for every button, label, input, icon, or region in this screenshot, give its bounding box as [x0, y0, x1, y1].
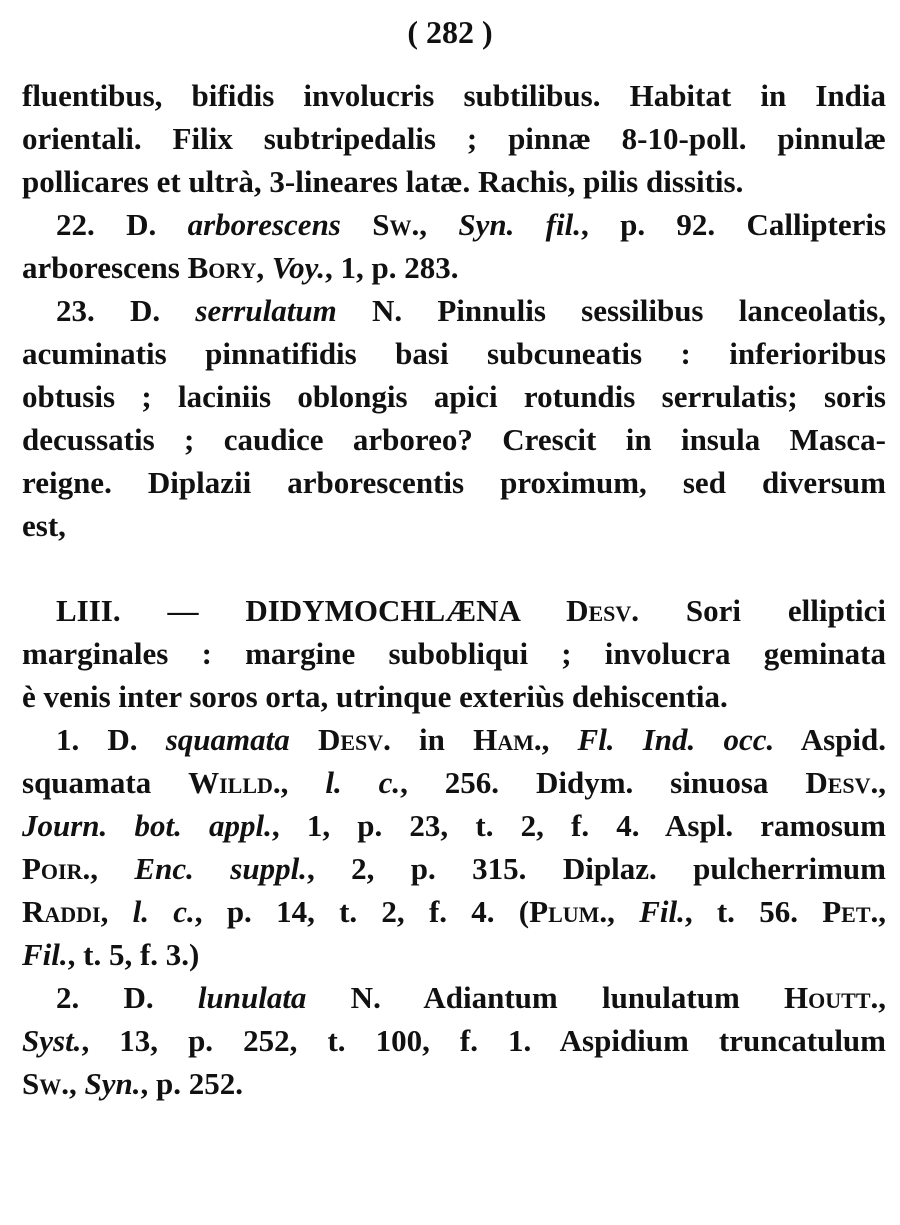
text-segment: , p. 14, t. 2, f. 4. ( [194, 894, 530, 929]
text-segment: 22. D. [56, 207, 188, 242]
italic-text: Syst. [22, 1023, 82, 1058]
italic-text: Journ. bot. appl. [22, 808, 272, 843]
text-line [22, 461, 886, 504]
text-line [22, 332, 886, 375]
text-line [22, 976, 886, 1019]
text-line [22, 203, 886, 246]
text-segment: , [541, 722, 578, 757]
text-segment: marginales : margine subobliqui ; involucra geminata [22, 636, 886, 671]
text-line [22, 117, 886, 160]
author-name: Desv. [566, 593, 639, 628]
text-segment: Aspid. [774, 722, 886, 757]
text-segment: , 256. Didym. sinuosa [400, 765, 806, 800]
text-segment: reigne. Diplazii arborescentis proximum, sed diversum [22, 465, 886, 500]
text-segment: , t. 56. [684, 894, 823, 929]
text-segment: obtusis ; laciniis oblongis apici rotundis serrulatis; soris [22, 379, 886, 414]
author-name: Pet. [822, 894, 879, 929]
italic-text: Syn. [84, 1066, 141, 1101]
italic-text: serrulatum [195, 293, 337, 328]
text-line [22, 718, 886, 761]
text-line [22, 589, 886, 632]
text-line [22, 632, 886, 675]
author-name: Houtt. [784, 980, 879, 1015]
text-segment: est, [22, 508, 66, 543]
author-name: Sw. [22, 1066, 69, 1101]
text-segment: , [607, 894, 640, 929]
text-segment: fluentibus, bifidis involucris subtilibus. Habitat in India [22, 78, 886, 113]
text-segment: , [878, 765, 887, 800]
text-segment: , [256, 250, 272, 285]
text-segment: LIII. — DIDYMOCHLÆNA [56, 593, 567, 628]
text-line [22, 74, 886, 117]
text-segment: acuminatis pinnatifidis basi subcuneatis : inferioribus [22, 336, 886, 371]
text-line [22, 890, 886, 933]
italic-text: Voy. [271, 250, 326, 285]
text-line [22, 804, 886, 847]
text-line [22, 504, 886, 547]
author-name: Desv. [805, 765, 879, 800]
text-segment: , [280, 765, 326, 800]
text-segment: , 2, p. 315. Diplaz. pulcherrimum [306, 851, 886, 886]
text-segment [341, 207, 372, 242]
author-name: Willd. [188, 765, 281, 800]
text-line [22, 289, 886, 332]
italic-text: Fil. [22, 937, 68, 972]
section-gap [22, 547, 886, 589]
text-segment: N. Adiantum lunulatum [306, 980, 785, 1015]
text-segment: , [419, 207, 459, 242]
italic-text: squamata [165, 722, 290, 757]
text-segment: pollicares et ultrà, 3-lineares latæ. Rachis, pilis dissitis. [22, 164, 744, 199]
text-segment: squamata [22, 765, 189, 800]
author-name: Sw. [372, 207, 420, 242]
text-segment: arborescens [22, 250, 188, 285]
author-name: Desv. [317, 722, 391, 757]
text-segment: Sori elliptici [639, 593, 886, 628]
author-name: Bory [187, 250, 257, 285]
italic-text: arborescens [187, 207, 341, 242]
text-segment: , t. 5, f. 3.) [67, 937, 200, 972]
text-line [22, 1062, 886, 1105]
italic-text: Fil. [639, 894, 685, 929]
text-line [22, 160, 886, 203]
italic-text: l. c. [132, 894, 195, 929]
text-line [22, 933, 886, 976]
text-segment: 2. D. [56, 980, 198, 1015]
text-segment: , 1, p. 283. [325, 250, 459, 285]
italic-text: Fl. Ind. occ. [577, 722, 775, 757]
text-segment: , p. 92. Callipteris [580, 207, 887, 242]
text-segment: , [69, 1066, 85, 1101]
text-segment: orientali. Filix subtripedalis ; pinnæ 8-10-poll. pinnulæ [22, 121, 886, 156]
text-line [22, 246, 886, 289]
text-segment: decussatis ; caudice arboreo? Crescit in insula Masca- [22, 422, 886, 457]
italic-text: l. c. [325, 765, 401, 800]
italic-text: lunulata [197, 980, 307, 1015]
text-line [22, 375, 886, 418]
text-segment: , [90, 851, 135, 886]
text-segment: , 13, p. 252, t. 100, f. 1. Aspidium truncatulum [81, 1023, 886, 1058]
text-line [22, 675, 886, 718]
text-segment: , p. 252. [140, 1066, 243, 1101]
text-segment: , [878, 980, 886, 1015]
text-segment: è venis inter soros orta, utrinque exteriùs dehiscentia. [22, 679, 728, 714]
text-line [22, 418, 886, 461]
text-segment: in [390, 722, 474, 757]
text-segment [290, 722, 318, 757]
author-name: Poir. [22, 851, 91, 886]
text-line [22, 1019, 886, 1062]
author-name: Raddi [22, 894, 101, 929]
author-name: Plum. [529, 894, 608, 929]
text-segment: 23. D. [56, 293, 196, 328]
italic-text: Syn. fil. [458, 207, 581, 242]
text-segment: N. Pinnulis sessilibus lanceolatis, [336, 293, 886, 328]
text-segment: , 1, p. 23, t. 2, f. 4. Aspl. ramosum [271, 808, 886, 843]
text-segment: , [100, 894, 133, 929]
text-line [22, 847, 886, 890]
text-line [22, 761, 886, 804]
text-segment: , [878, 894, 887, 929]
author-name: Ham. [473, 722, 542, 757]
page-number: ( 282 ) [407, 14, 493, 50]
text-segment: 1. D. [56, 722, 166, 757]
page-body [22, 74, 886, 1105]
italic-text: Enc. suppl. [134, 851, 307, 886]
